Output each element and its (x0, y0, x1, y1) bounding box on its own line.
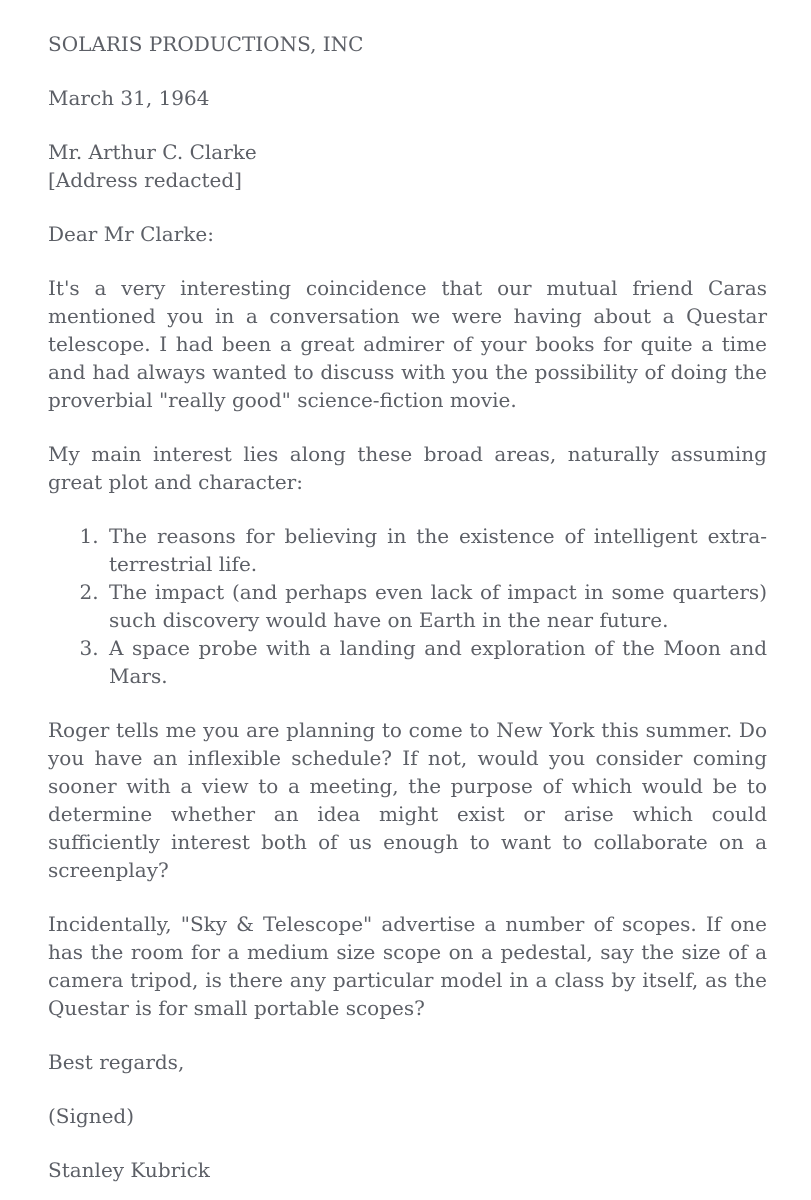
recipient-name: Mr. Arthur C. Clarke (48, 140, 257, 164)
paragraph-interests-lead: My main interest lies along these broad areas, naturally assuming great plot and character: (48, 442, 767, 494)
recipient-address: [Address redacted] (48, 168, 242, 192)
salutation: Dear Mr Clarke: (48, 222, 214, 246)
paragraph-telescopes: Incidentally, "Sky & Telescope" advertise a number of scopes. If one has the room for a medium size scope on a pedestal, say the size of a camera tripod, is there any particular model in a class by itself, as the Questar is for small portable scopes? (48, 912, 767, 1020)
interest-list (48, 522, 767, 690)
paragraph-intro: It's a very interesting coincidence that our mutual friend Caras mentioned you in a conversation we were having about a Questar telescope. I had been a great admirer of your books for quite a time and had always wanted to discuss with you the possibility of doing the proverbial "really good" science-fiction movie. (48, 276, 767, 412)
signature: Stanley Kubrick (48, 1158, 210, 1182)
paragraph-meeting: Roger tells me you are planning to come to New York this summer. Do you have an inflexible schedule? If not, would you consider coming sooner with a view to a meeting, the purpose of which would be to determine whether an idea might exist or arise which could sufficiently interest both of us enough to want to collaborate on a screenplay? (48, 718, 767, 882)
closing-line: Best regards, (48, 1050, 185, 1074)
letterhead: SOLARIS PRODUCTIONS, INC (48, 32, 364, 56)
recipient-block (48, 138, 767, 194)
signed-note: (Signed) (48, 1104, 135, 1128)
date-line: March 31, 1964 (48, 86, 210, 110)
interest-list-item: 3. A space probe with a landing and exploration of the Moon and Mars. (105, 634, 767, 690)
interest-list-item: 1. The reasons for believing in the existence of intelligent extra-terrestrial life. (105, 522, 767, 578)
interest-list-item: 2. The impact (and perhaps even lack of impact in some quarters) such discovery would have on Earth in the near future. (105, 578, 767, 634)
